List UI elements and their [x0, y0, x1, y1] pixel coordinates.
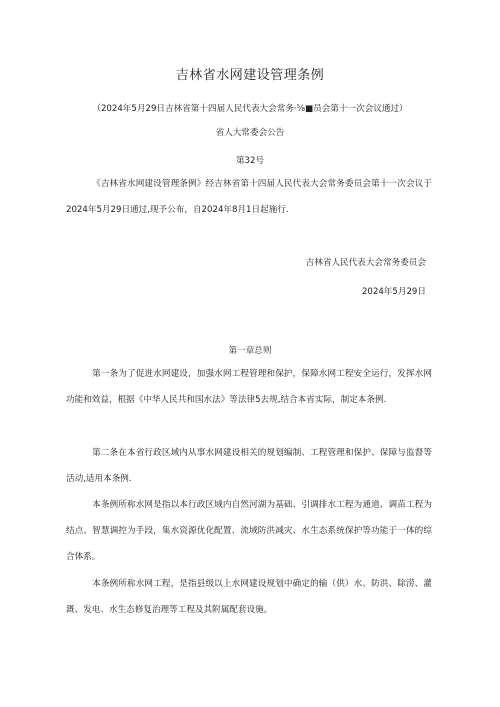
article-text: 第一条为了促进水网建设，加强水网工程管理和保护，保障水网工程安全运行，发挥水网功能和效益，根据《中华人民共和国水法》等法律5去规,结合本省实际，制定本条例.	[66, 369, 432, 405]
article-paragraph	[66, 361, 432, 413]
article-paragraph	[66, 440, 432, 492]
article-paragraph	[66, 571, 432, 623]
announcement-paragraph	[66, 171, 432, 223]
announcement-text: 《吉林省水网建设管理条例》经吉林省第十四届人民代表大会常务委员会第十一次会议于2024年5月29日通过,现予公布，自2024年8月1日起施行.	[66, 179, 432, 215]
announcement-heading: 省人大常委会公告	[215, 128, 285, 138]
issuer: 吉林省人民代表大会常务委员会	[305, 258, 426, 268]
article-text: 第二条在本省行政区域内从事水网建设相关的规划编制、工程管理和保护、保障与监督等活动,适用本条例.	[66, 448, 432, 484]
document-title: 吉林省水网建设管理条例	[175, 68, 325, 83]
document-subtitle: （2024年5月29日吉林省第十四届人民代表大会常务·⅝■员会第十一次会议通过）	[92, 104, 408, 114]
issue-date: 2024年5月29日	[361, 287, 426, 297]
chapter-heading: 第一章总则	[228, 346, 272, 356]
announcement-number: 第32号	[235, 156, 265, 166]
article-text: 本条例所称水网是指以本行政区域内自然河湖为基础、引调排水工程为通道、调苗工程为结点、智慧调控为手段，集水资源优化配置、流域防洪减灾、水生态系统保护等功能于一体的综合体系。	[66, 500, 432, 562]
article-text: 本条例所称水网工程，是指县级以上水网建设规划中确定的输（供）水、防洪、除涝、灌溉、发电、水生态修复治理等工程及其附属配套设施。	[66, 579, 432, 615]
article-paragraph	[66, 492, 432, 570]
